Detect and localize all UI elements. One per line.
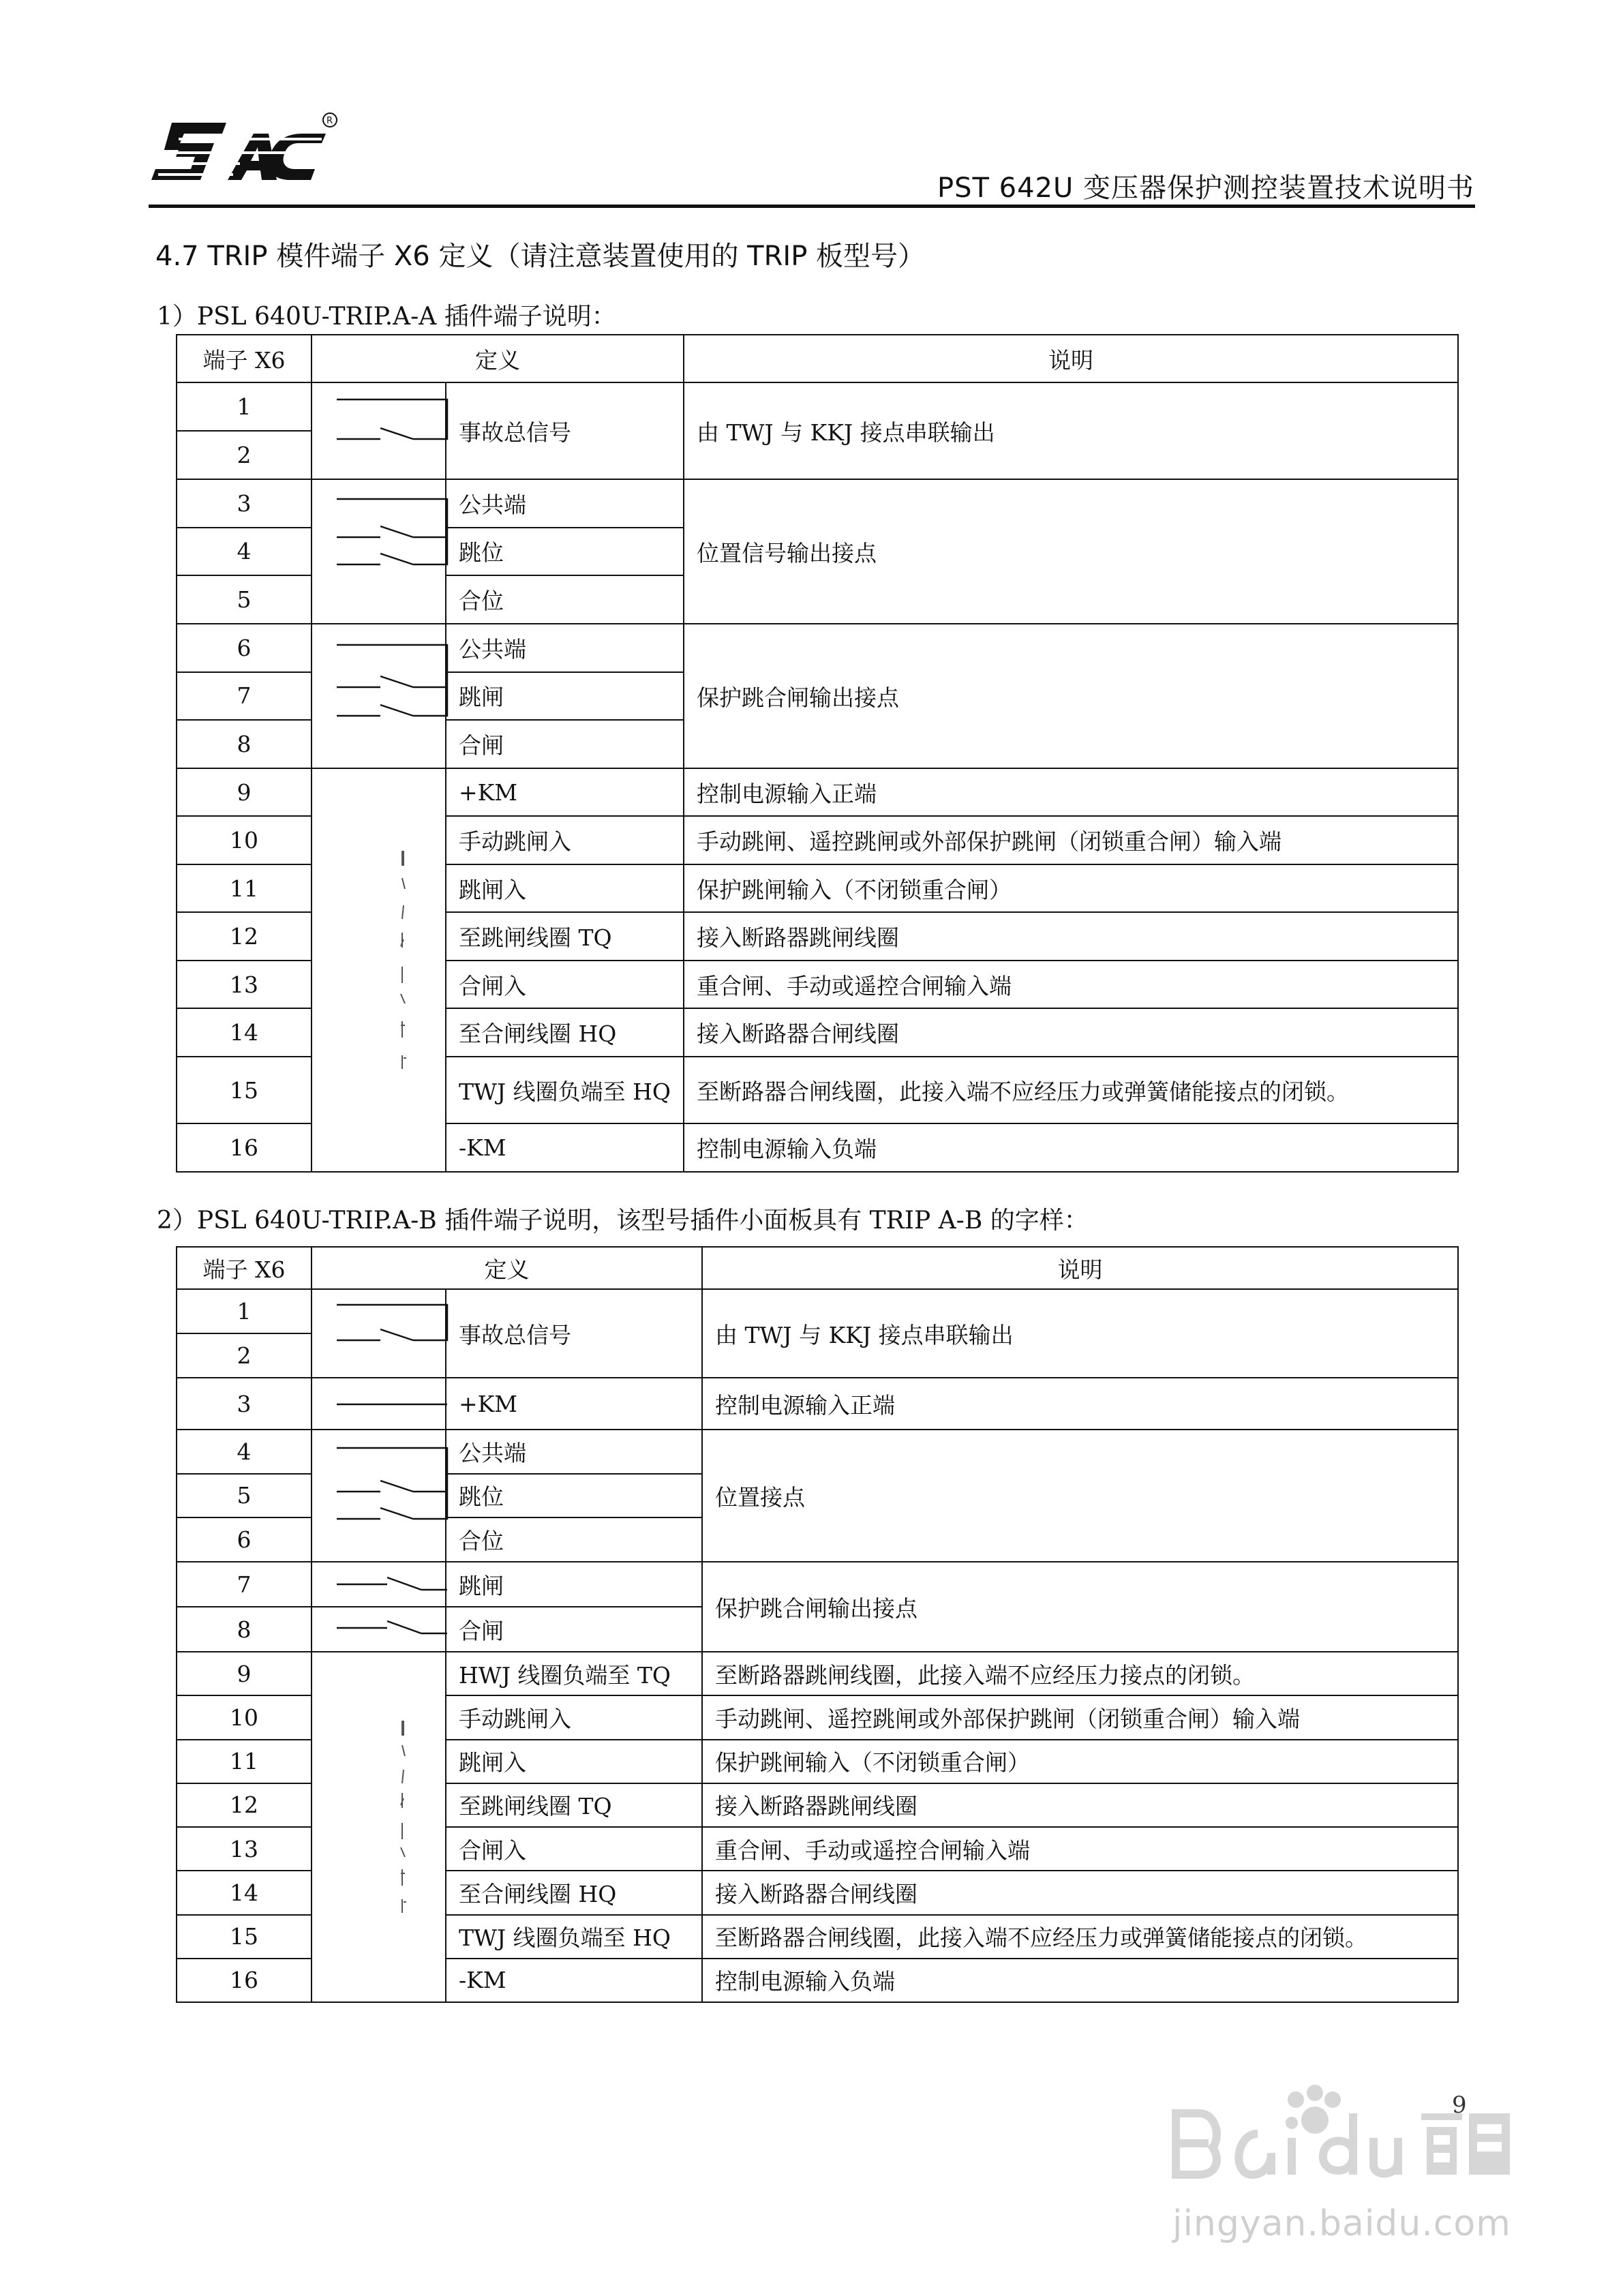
terminal-number: 13 <box>177 1827 312 1871</box>
table-row <box>177 1430 1458 1474</box>
description-cell: 接入断路器合闸线圈 <box>684 1008 1458 1056</box>
definition-cell: 跳位 <box>446 528 684 576</box>
definition-cell: 合闸 <box>446 1607 702 1652</box>
table-row <box>177 382 1458 431</box>
definition-cell: 跳闸 <box>446 672 684 721</box>
table-row <box>177 624 1458 672</box>
definition-cell: 合闸入 <box>446 961 684 1008</box>
double-contact-icon <box>324 624 459 768</box>
terminal-number: 14 <box>177 1871 312 1914</box>
description-cell: 保护跳闸输入（不闭锁重合闸） <box>684 864 1458 912</box>
definition-cell: 手动跳闸入 <box>446 816 684 864</box>
definition-cell: 合位 <box>446 575 684 624</box>
definition-cell: 公共端 <box>446 624 684 672</box>
terminal-number: 16 <box>177 1959 312 2002</box>
definition-cell: 至跳闸线圈 TQ <box>446 912 684 960</box>
header-definition: 定义 <box>312 1247 702 1289</box>
header-description: 说明 <box>702 1247 1458 1289</box>
definition-cell: +KM <box>446 1378 702 1430</box>
description-cell: 手动跳闸、遥控跳闸或外部保护跳闸（闭锁重合闸）输入端 <box>702 1695 1458 1739</box>
description-cell: 接入断路器跳闸线圈 <box>702 1783 1458 1827</box>
definition-cell: 公共端 <box>446 1430 702 1474</box>
definition-cell: 合闸 <box>446 720 684 768</box>
contact-diagram <box>312 382 446 479</box>
definition-cell: 公共端 <box>446 479 684 528</box>
terminal-number: 6 <box>177 624 312 672</box>
page-number: 9 <box>1452 2091 1467 2119</box>
terminal-number: 3 <box>177 1378 312 1430</box>
definition-cell: 跳闸 <box>446 1562 702 1607</box>
definition-cell: -KM <box>446 1123 684 1172</box>
double-contact-icon <box>324 1430 459 1561</box>
contact-diagram <box>312 1562 446 1607</box>
header-definition: 定义 <box>312 335 684 382</box>
description-cell: 手动跳闸、遥控跳闸或外部保护跳闸（闭锁重合闸）输入端 <box>684 816 1458 864</box>
description-cell: 位置信号输出接点 <box>684 479 1458 624</box>
terminal-number: 1 <box>177 382 312 431</box>
control-circuit-icon <box>324 769 459 1171</box>
description-cell: 接入断路器合闸线圈 <box>702 1871 1458 1914</box>
terminal-number: 15 <box>177 1915 312 1959</box>
terminal-number: 14 <box>177 1008 312 1056</box>
table-row <box>177 479 1458 528</box>
contact-diagram <box>312 1430 446 1562</box>
section-heading: 4.7 TRIP 模件端子 X6 定义（请注意装置使用的 TRIP 板型号） <box>155 241 926 272</box>
header-divider <box>149 205 1475 208</box>
table-row <box>177 1378 1458 1430</box>
open-contact-icon <box>324 1562 459 1606</box>
sac-logo <box>151 109 342 198</box>
terminal-number: 11 <box>177 864 312 912</box>
terminal-table-a-a <box>176 334 1459 1173</box>
header-terminal: 端子 X6 <box>177 335 312 382</box>
definition-cell: HWJ 线圈负端至 TQ <box>446 1652 702 1695</box>
definition-cell: 手动跳闸入 <box>446 1695 702 1739</box>
description-cell: 控制电源输入负端 <box>702 1959 1458 2002</box>
definition-cell: 跳闸入 <box>446 864 684 912</box>
terminal-number: 15 <box>177 1057 312 1124</box>
description-cell: 重合闸、手动或遥控合闸输入端 <box>684 961 1458 1008</box>
description-cell: 控制电源输入正端 <box>702 1378 1458 1430</box>
terminal-number: 16 <box>177 1123 312 1172</box>
description-cell: 至断路器合闸线圈，此接入端不应经压力或弹簧储能接点的闭锁。 <box>702 1915 1458 1959</box>
definition-cell: TWJ 线圈负端至 HQ <box>446 1057 684 1124</box>
contact-diagram <box>312 1607 446 1652</box>
terminal-number: 11 <box>177 1740 312 1783</box>
double-contact-icon <box>324 480 459 623</box>
document-title: PST 642U 变压器保护测控装置技术说明书 <box>937 172 1474 204</box>
terminal-number: 13 <box>177 961 312 1008</box>
svg-text:R: R <box>327 116 333 126</box>
description-cell: 位置接点 <box>702 1430 1458 1562</box>
straight-connection-icon <box>324 1378 459 1429</box>
terminal-table-a-b <box>176 1246 1459 2003</box>
terminal-number: 2 <box>177 431 312 479</box>
normally-open-contact-icon <box>324 383 459 479</box>
table-row <box>177 1652 1458 1695</box>
terminal-number: 8 <box>177 1607 312 1652</box>
contact-diagram <box>312 1289 446 1378</box>
terminal-number: 12 <box>177 1783 312 1827</box>
terminal-number: 7 <box>177 672 312 721</box>
terminal-number: 1 <box>177 1289 312 1333</box>
terminal-number: 8 <box>177 720 312 768</box>
control-circuit-diagram <box>312 1652 446 2002</box>
table-row <box>177 1562 1458 1607</box>
terminal-number: 2 <box>177 1333 312 1378</box>
definition-cell: TWJ 线圈负端至 HQ <box>446 1915 702 1959</box>
description-cell: 控制电源输入正端 <box>684 768 1458 816</box>
definition-cell: +KM <box>446 768 684 816</box>
terminal-number: 5 <box>177 1474 312 1518</box>
description-cell: 保护跳合闸输出接点 <box>702 1562 1458 1652</box>
table-header-row <box>177 335 1458 382</box>
control-circuit-icon <box>324 1652 459 2002</box>
open-contact-icon <box>324 1607 459 1651</box>
description-cell: 至断路器合闸线圈，此接入端不应经压力或弹簧储能接点的闭锁。 <box>684 1057 1458 1124</box>
normally-open-contact-icon <box>324 1290 459 1377</box>
terminal-number: 3 <box>177 479 312 528</box>
definition-cell: 跳位 <box>446 1474 702 1518</box>
contact-diagram <box>312 479 446 624</box>
definition-cell: -KM <box>446 1959 702 2002</box>
terminal-number: 4 <box>177 528 312 576</box>
contact-diagram <box>312 1378 446 1430</box>
terminal-number: 4 <box>177 1430 312 1474</box>
table-header-row <box>177 1247 1458 1289</box>
description-cell: 重合闸、手动或遥控合闸输入端 <box>702 1827 1458 1871</box>
description-cell: 控制电源输入负端 <box>684 1123 1458 1172</box>
terminal-number: 6 <box>177 1517 312 1562</box>
table-row <box>177 1289 1458 1333</box>
watermark-url: jingyan.baidu.com <box>1172 2203 1511 2244</box>
terminal-number: 9 <box>177 1652 312 1695</box>
terminal-number: 12 <box>177 912 312 960</box>
header-terminal: 端子 X6 <box>177 1247 312 1289</box>
contact-diagram <box>312 624 446 768</box>
description-cell: 保护跳闸输入（不闭锁重合闸） <box>702 1740 1458 1783</box>
description-cell: 由 TWJ 与 KKJ 接点串联输出 <box>702 1289 1458 1378</box>
description-cell: 接入断路器跳闸线圈 <box>684 912 1458 960</box>
description-cell: 至断路器跳闸线圈，此接入端不应经压力接点的闭锁。 <box>702 1652 1458 1695</box>
control-circuit-diagram <box>312 768 446 1172</box>
terminal-number: 10 <box>177 816 312 864</box>
definition-cell: 合位 <box>446 1517 702 1562</box>
definition-cell: 至跳闸线圈 TQ <box>446 1783 702 1827</box>
terminal-number: 5 <box>177 575 312 624</box>
table1-caption: 1）PSL 640U-TRIP.A-A 插件端子说明： <box>157 303 616 331</box>
description-cell: 由 TWJ 与 KKJ 接点串联输出 <box>684 382 1458 479</box>
terminal-number: 7 <box>177 1562 312 1607</box>
table-row <box>177 768 1458 816</box>
definition-cell: 事故总信号 <box>446 382 684 479</box>
definition-cell: 至合闸线圈 HQ <box>446 1871 702 1914</box>
definition-cell: 合闸入 <box>446 1827 702 1871</box>
description-cell: 保护跳合闸输出接点 <box>684 624 1458 768</box>
definition-cell: 事故总信号 <box>446 1289 702 1378</box>
table2-caption: 2）PSL 640U-TRIP.A-B 插件端子说明，该型号插件小面板具有 TRIP A-B 的字样： <box>157 1207 1089 1235</box>
terminal-number: 10 <box>177 1695 312 1739</box>
header-description: 说明 <box>684 335 1458 382</box>
definition-cell: 跳闸入 <box>446 1740 702 1783</box>
definition-cell: 至合闸线圈 HQ <box>446 1008 684 1056</box>
terminal-number: 9 <box>177 768 312 816</box>
